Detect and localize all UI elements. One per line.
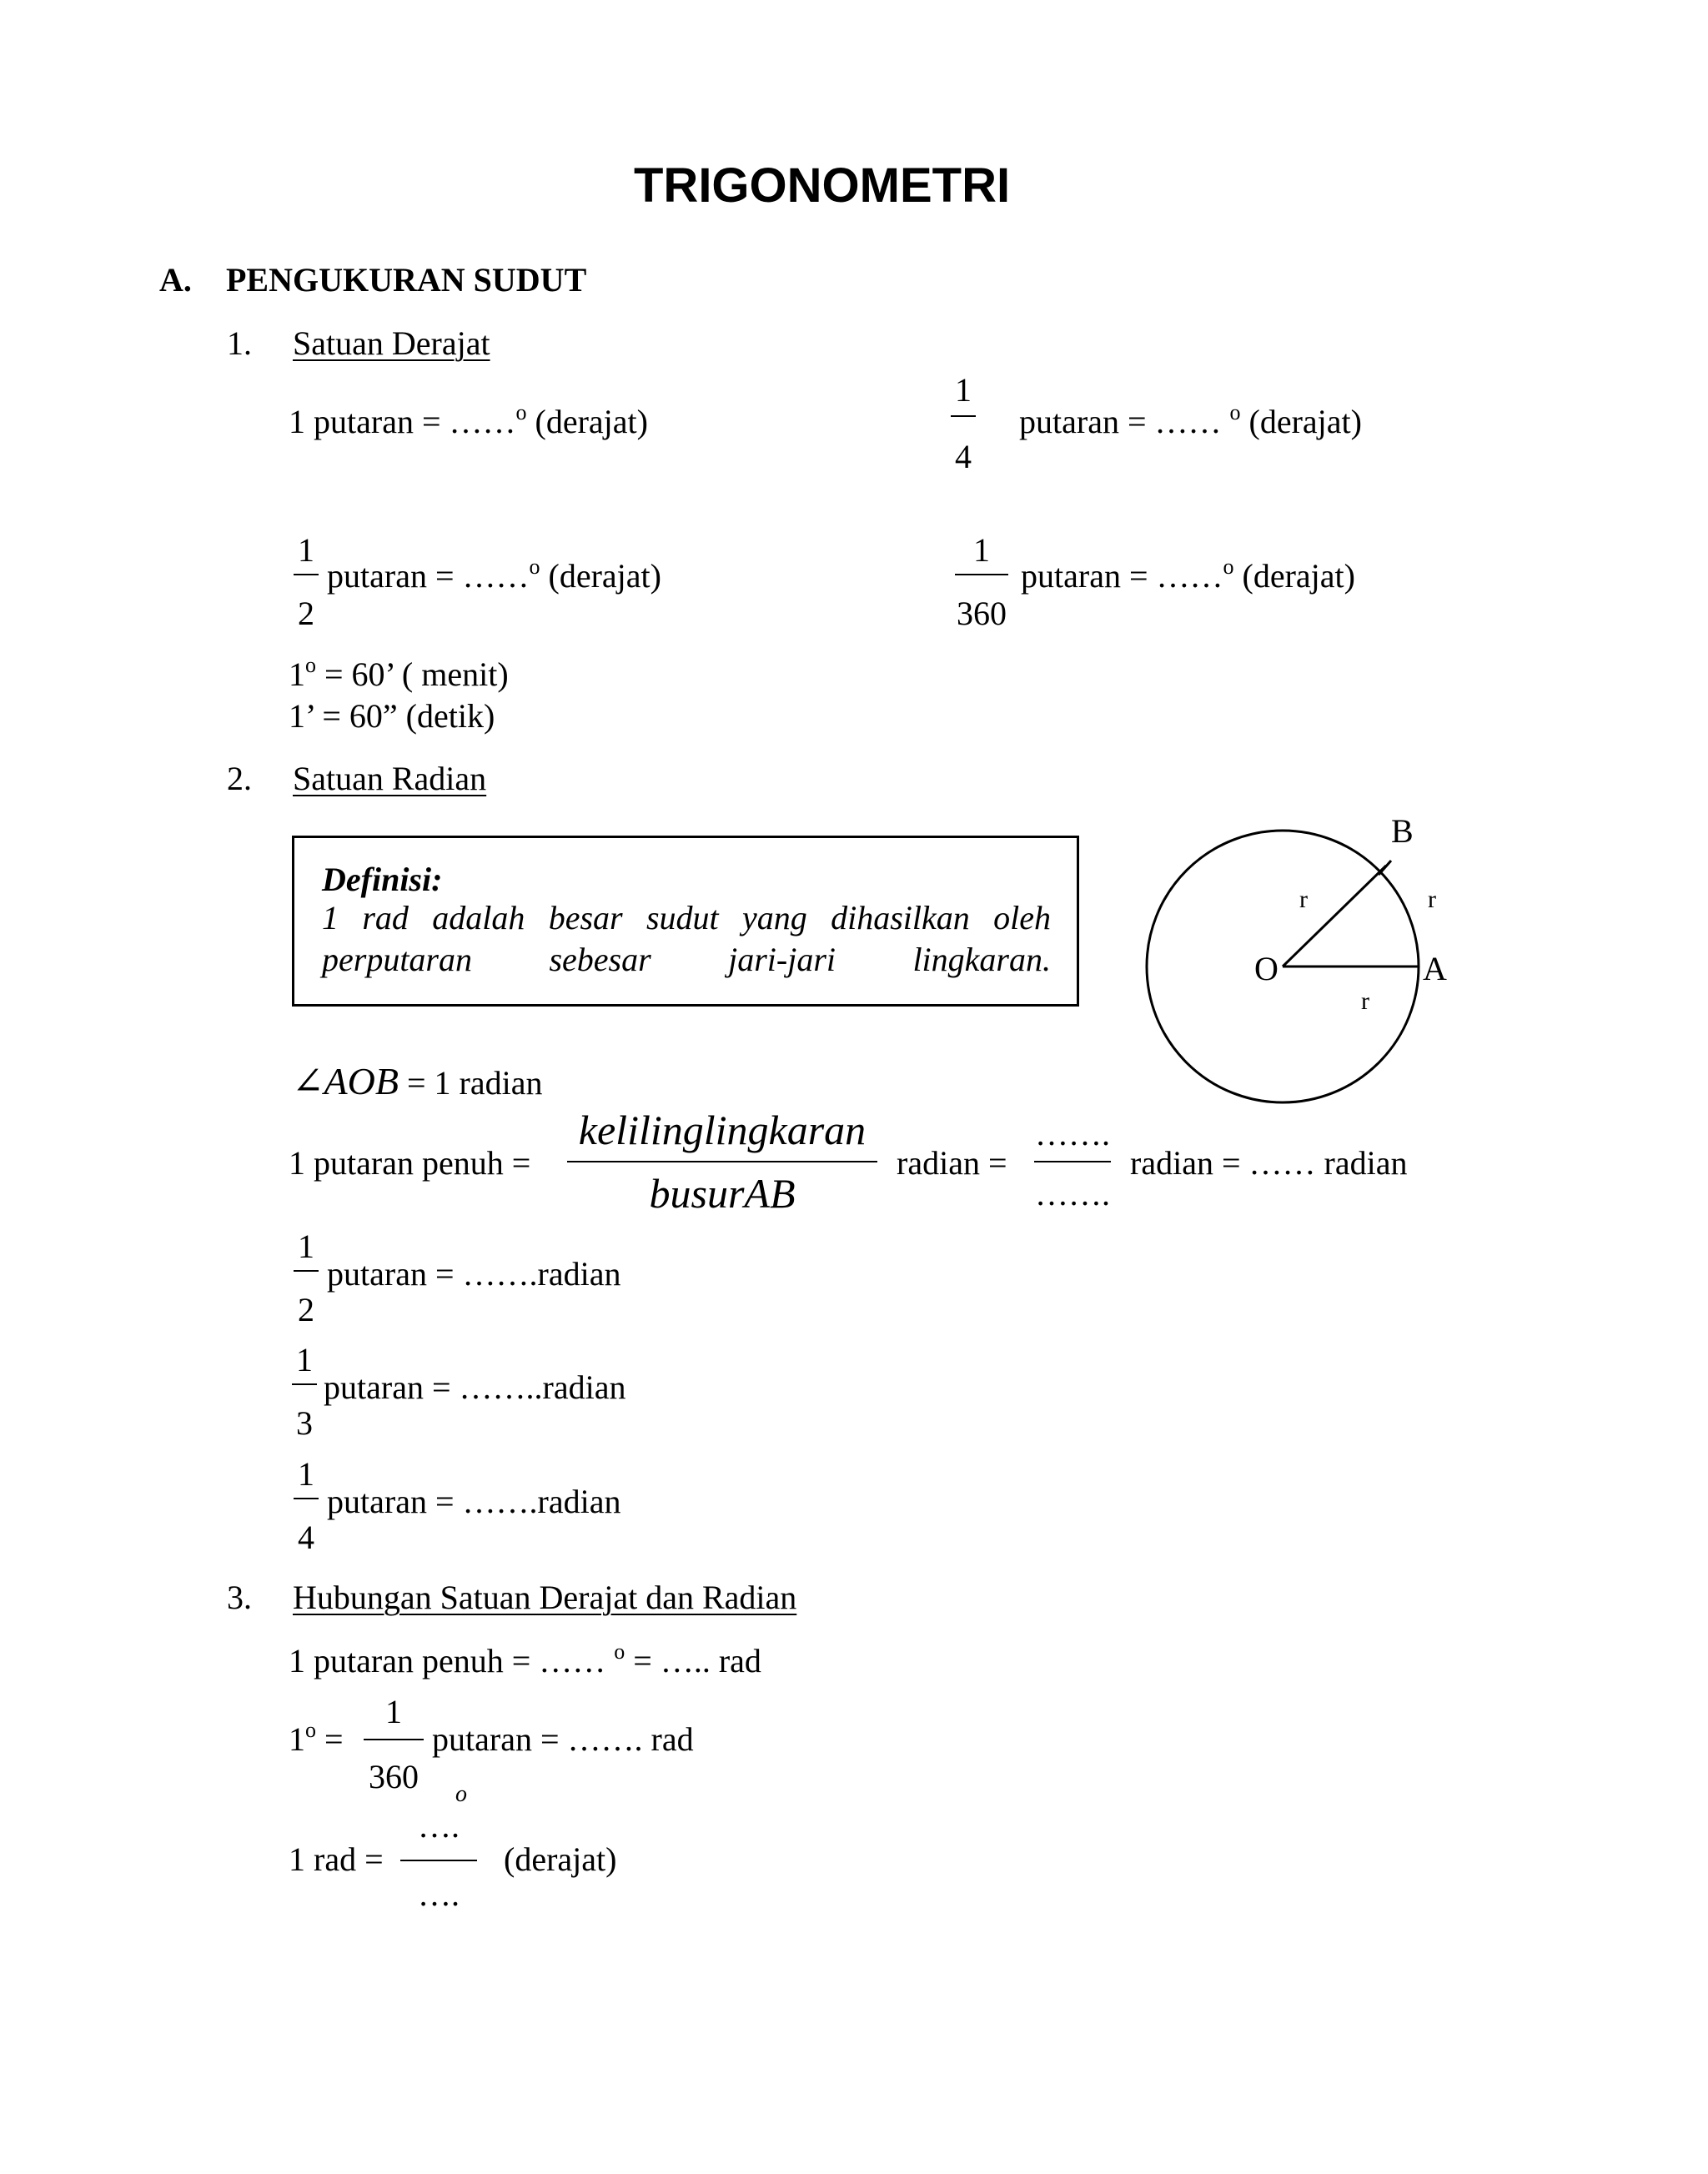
fraction-one-rad: …. o …. bbox=[400, 1810, 477, 1914]
fraction-half: 1 2 bbox=[294, 534, 319, 630]
eq-third-turn-radian: putaran = ……..radian bbox=[324, 1368, 626, 1406]
fraction-360: 1 360 bbox=[957, 531, 1007, 632]
label-o: O bbox=[1254, 950, 1278, 987]
eq-360th-turn-degree: putaran = ……$^o$ (derajat) bbox=[1021, 555, 1355, 595]
definition-box bbox=[292, 836, 1079, 1007]
fraction-keliling-busur: kelilinglingkaran busurAB bbox=[567, 1109, 877, 1218]
fraction-quarter: 1 4 bbox=[951, 374, 976, 469]
radian-circle-diagram bbox=[1134, 809, 1468, 1109]
definition-line-2: perputaran sebesar jari-jari lingkaran. bbox=[322, 941, 1051, 978]
eq-one-degree-label: $1^o$ = bbox=[289, 1718, 344, 1758]
fraction-one-over-360: 1 360 bbox=[364, 1695, 424, 1791]
section-letter: A. bbox=[159, 261, 192, 299]
fraction-quarter-radian: 1 4 bbox=[294, 1458, 319, 1554]
eq-one-degree-radian: putaran = ……. rad bbox=[432, 1720, 694, 1758]
label-radius-ob: r bbox=[1299, 886, 1308, 913]
eq-radian-result: radian = …… radian bbox=[1130, 1144, 1408, 1182]
label-arc-ab: r bbox=[1428, 886, 1436, 913]
fraction-third-radian: 1 3 bbox=[292, 1343, 317, 1439]
subsection-2-number: 2. bbox=[227, 760, 252, 797]
eq-full-turn-radian-label: 1 putaran penuh = bbox=[289, 1144, 531, 1182]
page-title: TRIGONOMETRI bbox=[634, 158, 1011, 213]
eq-angle-aob: ∠AOB = 1 radian bbox=[292, 1060, 543, 1102]
subsection-2-heading: Satuan Radian bbox=[293, 760, 487, 797]
eq-half-turn-degree: putaran = ……$^o$ (derajat) bbox=[327, 555, 661, 595]
definition-line-1: 1 rad adalah besar sudut yang dihasilkan oleh bbox=[322, 899, 1051, 936]
label-radius-oa: r bbox=[1361, 987, 1369, 1015]
eq-radian-equals: radian = bbox=[897, 1144, 1007, 1182]
subsection-3-heading: Hubungan Satuan Derajat dan Radian bbox=[293, 1579, 797, 1616]
subsection-1-heading: Satuan Derajat bbox=[293, 324, 490, 362]
label-a: A bbox=[1423, 950, 1447, 987]
eq-minute-second: 1’ = 60” (detik) bbox=[289, 697, 495, 735]
definition-title: Definisi: bbox=[322, 861, 443, 898]
label-b: B bbox=[1391, 812, 1414, 850]
subsection-1-number: 1. bbox=[227, 324, 252, 362]
eq-one-rad-unit: (derajat) bbox=[504, 1840, 617, 1878]
eq-degree-minute: $1^o = 60$’ ( menit) bbox=[289, 653, 509, 693]
eq-quarter-turn-radian: putaran = …….radian bbox=[327, 1483, 621, 1520]
eq-full-turn-relation: 1 putaran penuh = …… $^o$ = ….. rad bbox=[289, 1639, 761, 1679]
fraction-blank: ……. ……. bbox=[1035, 1115, 1110, 1213]
radius-ob bbox=[1283, 866, 1386, 967]
point-b-tick bbox=[1379, 861, 1391, 875]
fraction-half-radian: 1 2 bbox=[294, 1230, 319, 1326]
subsection-3-number: 3. bbox=[227, 1579, 252, 1616]
section-heading: PENGUKURAN SUDUT bbox=[226, 261, 587, 299]
eq-quarter-turn-degree: putaran = …… $^o$ (derajat) bbox=[1019, 400, 1362, 440]
eq-one-rad-label: 1 rad = bbox=[289, 1840, 384, 1878]
eq-full-turn-degree: 1 putaran = ……$^o$ (derajat) bbox=[289, 400, 648, 440]
eq-half-turn-radian: putaran = …….radian bbox=[327, 1255, 621, 1293]
